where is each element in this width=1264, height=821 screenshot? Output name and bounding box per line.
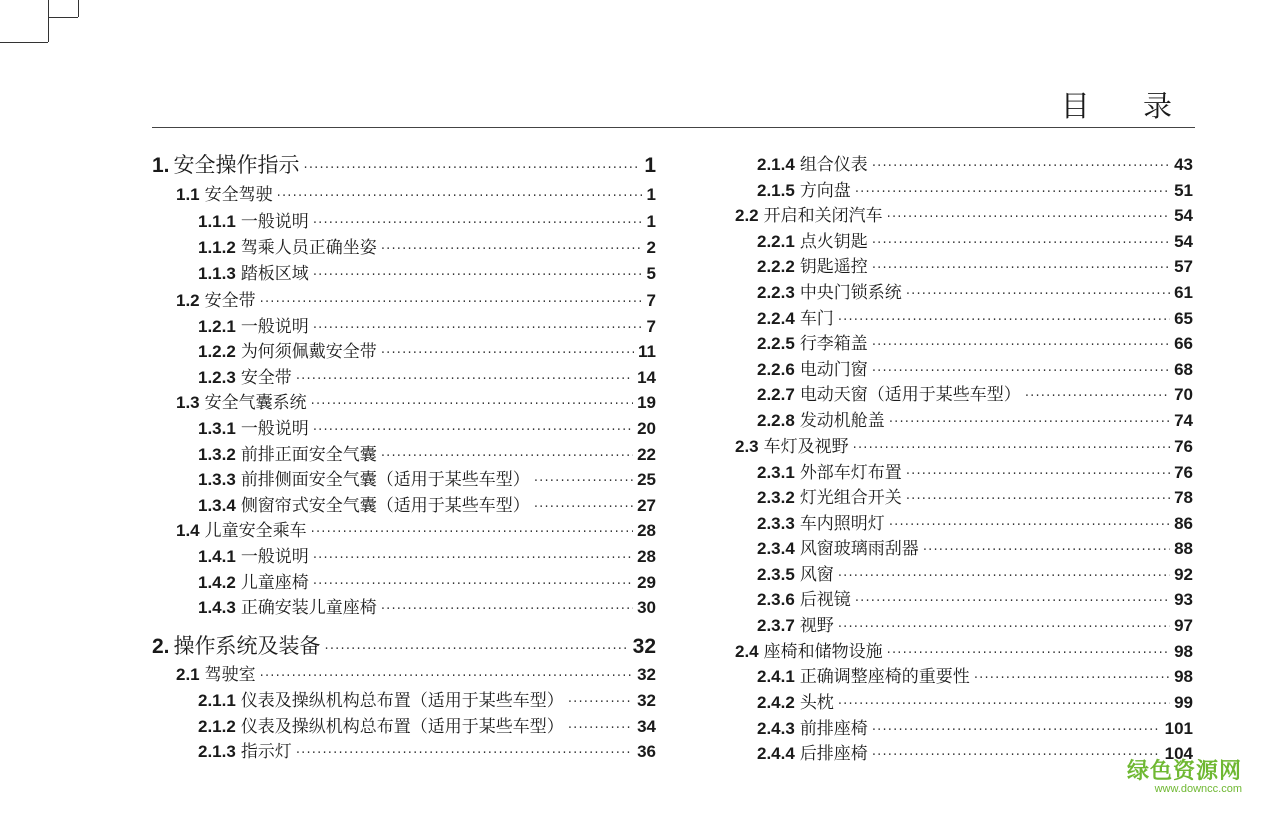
toc-leader-dots bbox=[534, 497, 633, 519]
toc-entry[interactable] bbox=[198, 237, 656, 261]
toc-leader-dots bbox=[872, 233, 1170, 255]
toc-entry-title: 视野 bbox=[799, 616, 834, 636]
toc-leader-dots bbox=[304, 158, 641, 180]
toc-entry-page-number: 7 bbox=[646, 291, 656, 310]
watermark-logo-text: 绿色资源网 bbox=[1126, 759, 1242, 784]
toc-entry-page-number: 36 bbox=[637, 742, 656, 761]
toc-entry[interactable] bbox=[757, 564, 1193, 588]
toc-entry[interactable] bbox=[735, 641, 1193, 665]
toc-entry-number: 2.3.7 bbox=[757, 616, 795, 635]
toc-leader-dots bbox=[381, 446, 633, 468]
toc-entry-number: 2.3.4 bbox=[757, 539, 795, 558]
toc-leader-dots bbox=[906, 489, 1170, 511]
toc-entry[interactable] bbox=[198, 341, 656, 365]
toc-entry[interactable] bbox=[198, 469, 656, 493]
toc-entry-number: 2.1.4 bbox=[757, 155, 795, 174]
toc-leader-dots bbox=[872, 745, 1161, 767]
title-rule bbox=[152, 127, 1195, 128]
crop-mark-horizontal bbox=[0, 42, 48, 43]
toc-entry[interactable] bbox=[757, 538, 1193, 562]
toc-leader-dots bbox=[838, 694, 1170, 716]
toc-entry-page-number: 29 bbox=[637, 573, 656, 592]
toc-leader-dots bbox=[325, 639, 629, 661]
toc-leader-dots bbox=[887, 207, 1170, 229]
toc-entry-title: 一般说明 bbox=[240, 317, 309, 337]
toc-entry-number: 2.1.2 bbox=[198, 717, 236, 736]
toc-entry[interactable] bbox=[176, 184, 656, 208]
toc-entry[interactable] bbox=[198, 546, 656, 570]
toc-entry-number: 2.2.7 bbox=[757, 385, 795, 404]
toc-entry-page-number: 28 bbox=[637, 547, 656, 566]
toc-entry[interactable] bbox=[757, 154, 1193, 178]
toc-entry-page-number: 30 bbox=[637, 598, 656, 617]
toc-entry[interactable] bbox=[176, 290, 656, 314]
toc-entry-number: 1.4 bbox=[176, 521, 200, 540]
toc-entry[interactable] bbox=[757, 333, 1193, 357]
toc-entry-number: 2.3.3 bbox=[757, 514, 795, 533]
toc-entry[interactable] bbox=[757, 282, 1193, 306]
toc-entry-number: 2.4.4 bbox=[757, 744, 795, 763]
toc-entry-number: 2.1.1 bbox=[198, 691, 236, 710]
toc-entry-number: 2.2 bbox=[735, 206, 759, 225]
toc-entry-number: 1.2.1 bbox=[198, 317, 236, 336]
toc-entry-number: 1.1 bbox=[176, 185, 200, 204]
toc-entry[interactable] bbox=[757, 487, 1193, 511]
toc-entry-number: 1. bbox=[152, 154, 170, 177]
toc-entry-page-number: 104 bbox=[1164, 744, 1193, 763]
toc-entry-title: 一般说明 bbox=[240, 547, 309, 567]
toc-entry[interactable] bbox=[198, 211, 656, 235]
toc-entry-title: 一般说明 bbox=[240, 212, 309, 232]
toc-entry-number: 1.1.1 bbox=[198, 212, 236, 231]
toc-entry[interactable] bbox=[757, 692, 1193, 716]
toc-entry-page-number: 27 bbox=[637, 496, 656, 515]
toc-entry[interactable] bbox=[757, 308, 1193, 332]
toc-entry-title: 安全驾驶 bbox=[204, 185, 273, 205]
toc-entry-number: 1.3 bbox=[176, 393, 200, 412]
toc-entry-title: 侧窗帘式安全气囊（适用于某些车型） bbox=[240, 496, 530, 516]
toc-leader-dots bbox=[313, 574, 633, 596]
toc-entry-title: 外部车灯布置 bbox=[799, 463, 902, 483]
toc-entry-number: 1.4.1 bbox=[198, 547, 236, 566]
toc-entry-number: 1.1.3 bbox=[198, 264, 236, 283]
toc-entry[interactable] bbox=[198, 597, 656, 621]
toc-entry-number: 2. bbox=[152, 635, 170, 658]
toc-entry[interactable] bbox=[757, 256, 1193, 280]
toc-entry-number: 2.2.6 bbox=[757, 360, 795, 379]
toc-leader-dots bbox=[313, 318, 643, 340]
toc-entry-number: 2.2.1 bbox=[757, 232, 795, 251]
toc-entry-number: 2.4.2 bbox=[757, 693, 795, 712]
toc-leader-dots bbox=[313, 548, 633, 570]
toc-entry-page-number: 11 bbox=[638, 342, 656, 361]
toc-entry-number: 1.3.4 bbox=[198, 496, 236, 515]
crop-mark-vertical bbox=[48, 0, 49, 42]
toc-entry-title: 电动天窗（适用于某些车型） bbox=[799, 385, 1021, 405]
toc-leader-dots bbox=[855, 182, 1170, 204]
toc-entry-page-number: 97 bbox=[1174, 616, 1193, 635]
toc-entry-page-number: 76 bbox=[1174, 437, 1193, 456]
toc-entry-title: 儿童座椅 bbox=[240, 573, 309, 593]
watermark bbox=[1127, 754, 1242, 795]
toc-entry-title: 方向盘 bbox=[799, 181, 851, 201]
toc-entry-number: 2.3.6 bbox=[757, 590, 795, 609]
toc-entry[interactable] bbox=[198, 690, 656, 714]
toc-leader-dots bbox=[838, 617, 1170, 639]
toc-entry-title: 发动机舱盖 bbox=[799, 411, 885, 431]
toc-entry-title: 车灯及视野 bbox=[763, 437, 849, 457]
toc-entry[interactable] bbox=[735, 436, 1193, 460]
toc-entry-page-number: 19 bbox=[637, 393, 656, 412]
toc-entry-page-number: 98 bbox=[1174, 667, 1193, 686]
toc-entry-number: 2.2.2 bbox=[757, 257, 795, 276]
toc-entry-title: 风窗 bbox=[799, 565, 834, 585]
toc-leader-dots bbox=[311, 522, 633, 544]
toc-entry[interactable] bbox=[757, 462, 1193, 486]
toc-entry[interactable] bbox=[735, 205, 1193, 229]
toc-entry-title: 座椅和储物设施 bbox=[763, 642, 883, 662]
toc-leader-dots bbox=[313, 420, 633, 442]
toc-entry-title: 操作系统及装备 bbox=[173, 634, 321, 658]
crop-mark-vertical-top bbox=[78, 0, 79, 17]
toc-entry-page-number: 1 bbox=[646, 185, 656, 204]
toc-leader-dots bbox=[381, 343, 634, 365]
toc-leader-dots bbox=[381, 599, 633, 621]
toc-entry-page-number: 86 bbox=[1174, 514, 1193, 533]
toc-entry-number: 2.3.5 bbox=[757, 565, 795, 584]
toc-entry-title: 驾驶室 bbox=[204, 665, 256, 685]
toc-entry-page-number: 98 bbox=[1174, 642, 1193, 661]
toc-entry-title: 安全带 bbox=[204, 291, 256, 311]
toc-leader-dots bbox=[381, 239, 643, 261]
toc-leader-dots bbox=[534, 471, 633, 493]
toc-entry-title: 钥匙遥控 bbox=[799, 257, 868, 277]
toc-entry-title: 电动门窗 bbox=[799, 360, 868, 380]
toc-entry-page-number: 54 bbox=[1174, 206, 1193, 225]
toc-leader-dots bbox=[974, 668, 1170, 690]
toc-entry-page-number: 88 bbox=[1174, 539, 1193, 558]
toc-entry-number: 2.3 bbox=[735, 437, 759, 456]
toc-entry-number: 2.1 bbox=[176, 665, 200, 684]
toc-entry-number: 1.3.2 bbox=[198, 445, 236, 464]
toc-entry[interactable] bbox=[757, 666, 1193, 690]
toc-entry[interactable] bbox=[176, 392, 656, 416]
toc-entry-page-number: 93 bbox=[1174, 590, 1193, 609]
toc-entry[interactable] bbox=[757, 384, 1193, 408]
toc-entry-title: 前排正面安全气囊 bbox=[240, 445, 377, 465]
toc-leader-dots bbox=[906, 284, 1170, 306]
toc-leader-dots bbox=[568, 692, 633, 714]
toc-entry[interactable] bbox=[757, 513, 1193, 537]
toc-entry[interactable] bbox=[757, 359, 1193, 383]
toc-entry[interactable] bbox=[198, 263, 656, 287]
toc-entry-title: 为何须佩戴安全带 bbox=[240, 342, 377, 362]
toc-leader-dots bbox=[296, 743, 633, 765]
toc-entry[interactable] bbox=[198, 741, 656, 765]
toc-leader-dots bbox=[311, 394, 633, 416]
toc-entry-title: 正确调整座椅的重要性 bbox=[799, 667, 970, 687]
toc-entry[interactable] bbox=[198, 716, 656, 740]
toc-entry-page-number: 51 bbox=[1174, 181, 1193, 200]
toc-entry-number: 2.1.3 bbox=[198, 742, 236, 761]
toc-entry-page-number: 92 bbox=[1174, 565, 1193, 584]
toc-entry-title: 儿童安全乘车 bbox=[204, 521, 307, 541]
toc-leader-dots bbox=[838, 310, 1170, 332]
toc-entry-number: 2.2.5 bbox=[757, 334, 795, 353]
toc-entry-title: 指示灯 bbox=[240, 742, 292, 762]
toc-entry-title: 仪表及操纵机构总布置（适用于某些车型） bbox=[240, 691, 564, 711]
toc-entry-title: 前排座椅 bbox=[799, 719, 868, 739]
toc-leader-dots bbox=[296, 369, 633, 391]
toc-entry-title: 驾乘人员正确坐姿 bbox=[240, 238, 377, 258]
toc-entry-page-number: 14 bbox=[637, 368, 656, 387]
toc-leader-dots bbox=[872, 720, 1161, 742]
toc-entry-number: 2.4.3 bbox=[757, 719, 795, 738]
toc-entry-title: 头枕 bbox=[799, 693, 834, 713]
toc-entry-page-number: 57 bbox=[1174, 257, 1193, 276]
toc-entry-title: 风窗玻璃雨刮器 bbox=[799, 539, 919, 559]
toc-leader-dots bbox=[568, 718, 633, 740]
toc-entry-page-number: 7 bbox=[646, 317, 656, 336]
toc-entry-title: 组合仪表 bbox=[799, 155, 868, 175]
toc-entry-number: 1.4.2 bbox=[198, 573, 236, 592]
toc-leader-dots bbox=[855, 591, 1170, 613]
toc-entry-page-number: 2 bbox=[646, 238, 656, 257]
toc-entry-title: 正确安装儿童座椅 bbox=[240, 598, 377, 618]
toc-entry-number: 1.1.2 bbox=[198, 238, 236, 257]
toc-entry-page-number: 99 bbox=[1174, 693, 1193, 712]
toc-entry-page-number: 61 bbox=[1174, 283, 1193, 302]
toc-entry-page-number: 78 bbox=[1174, 488, 1193, 507]
toc-entry-number: 2.4.1 bbox=[757, 667, 795, 686]
toc-entry-page-number: 20 bbox=[637, 419, 656, 438]
toc-entry[interactable] bbox=[757, 718, 1193, 742]
toc-entry-title: 后视镜 bbox=[799, 590, 851, 610]
toc-entry-title: 行李箱盖 bbox=[799, 334, 868, 354]
toc-entry-number: 1.3.1 bbox=[198, 419, 236, 438]
toc-entry-number: 1.3.3 bbox=[198, 470, 236, 489]
toc-entry-number: 1.2.3 bbox=[198, 368, 236, 387]
toc-leader-dots bbox=[872, 258, 1170, 280]
toc-entry-number: 1.2 bbox=[176, 291, 200, 310]
toc-leader-dots bbox=[872, 361, 1170, 383]
toc-entry-page-number: 28 bbox=[637, 521, 656, 540]
toc-entry-page-number: 66 bbox=[1174, 334, 1193, 353]
toc-leader-dots bbox=[277, 186, 643, 208]
toc-entry-number: 1.2.2 bbox=[198, 342, 236, 361]
toc-entry[interactable] bbox=[198, 572, 656, 596]
toc-entry-number: 2.1.5 bbox=[757, 181, 795, 200]
toc-entry-page-number: 65 bbox=[1174, 309, 1193, 328]
toc-entry-page-number: 43 bbox=[1174, 155, 1193, 174]
toc-leader-dots bbox=[923, 540, 1170, 562]
toc-leader-dots bbox=[260, 666, 633, 688]
toc-entry[interactable] bbox=[757, 231, 1193, 255]
toc-leader-dots bbox=[838, 566, 1170, 588]
page-title: 目 录 bbox=[1060, 89, 1194, 123]
toc-entry-page-number: 32 bbox=[637, 691, 656, 710]
toc-entry-title: 踏板区域 bbox=[240, 264, 309, 284]
toc-entry-title: 后排座椅 bbox=[799, 744, 868, 764]
toc-entry[interactable] bbox=[198, 444, 656, 468]
toc-leader-dots bbox=[887, 643, 1170, 665]
toc-entry[interactable] bbox=[198, 495, 656, 519]
toc-entry-page-number: 32 bbox=[632, 635, 656, 658]
toc-leader-dots bbox=[853, 438, 1170, 460]
toc-leader-dots bbox=[313, 265, 643, 287]
toc-entry[interactable] bbox=[198, 367, 656, 391]
toc-entry-page-number: 1 bbox=[646, 212, 656, 231]
toc-entry-page-number: 1 bbox=[644, 154, 656, 177]
toc-entry-number: 1.4.3 bbox=[198, 598, 236, 617]
toc-entry-title: 安全带 bbox=[240, 368, 292, 388]
toc-entry-title: 安全气囊系统 bbox=[204, 393, 307, 413]
toc-entry-title: 车内照明灯 bbox=[799, 514, 885, 534]
toc-entry-page-number: 101 bbox=[1164, 719, 1193, 738]
toc-entry-title: 一般说明 bbox=[240, 419, 309, 439]
toc-entry-page-number: 68 bbox=[1174, 360, 1193, 379]
toc-leader-dots bbox=[906, 464, 1170, 486]
toc-entry-number: 2.3.1 bbox=[757, 463, 795, 482]
toc-leader-dots bbox=[260, 292, 643, 314]
toc-entry-page-number: 76 bbox=[1174, 463, 1193, 482]
toc-entry-page-number: 54 bbox=[1174, 232, 1193, 251]
toc-entry[interactable] bbox=[198, 418, 656, 442]
toc-entry-page-number: 34 bbox=[637, 717, 656, 736]
toc-entry-page-number: 70 bbox=[1174, 385, 1193, 404]
toc-entry[interactable] bbox=[757, 589, 1193, 613]
toc-leader-dots bbox=[889, 412, 1170, 434]
watermark-url: www.downcc.com bbox=[1154, 783, 1242, 795]
toc-entry-number: 2.3.2 bbox=[757, 488, 795, 507]
toc-entry[interactable] bbox=[152, 154, 656, 180]
toc-leader-dots bbox=[872, 156, 1170, 178]
toc-entry[interactable] bbox=[198, 316, 656, 340]
toc-entry[interactable] bbox=[757, 410, 1193, 434]
toc-leader-dots bbox=[872, 335, 1170, 357]
toc-entry-number: 2.2.3 bbox=[757, 283, 795, 302]
toc-entry[interactable] bbox=[757, 615, 1193, 639]
toc-entry-page-number: 74 bbox=[1174, 411, 1193, 430]
toc-entry-title: 车门 bbox=[799, 309, 834, 329]
toc-entry[interactable] bbox=[176, 520, 656, 544]
crop-mark-horizontal-top bbox=[48, 17, 78, 18]
toc-entry-title: 安全操作指示 bbox=[173, 153, 300, 177]
toc-leader-dots bbox=[313, 213, 643, 235]
toc-entry-title: 中央门锁系统 bbox=[799, 283, 902, 303]
toc-entry-number: 2.4 bbox=[735, 642, 759, 661]
toc-entry-title: 前排侧面安全气囊（适用于某些车型） bbox=[240, 470, 530, 490]
toc-entry-number: 2.2.4 bbox=[757, 309, 795, 328]
toc-entry[interactable] bbox=[152, 635, 656, 661]
toc-entry-page-number: 22 bbox=[637, 445, 656, 464]
toc-entry[interactable] bbox=[176, 664, 656, 688]
toc-entry-title: 点火钥匙 bbox=[799, 232, 868, 252]
toc-leader-dots bbox=[889, 515, 1170, 537]
toc-entry-page-number: 32 bbox=[637, 665, 656, 684]
toc-entry-number: 2.2.8 bbox=[757, 411, 795, 430]
toc-entry-title: 灯光组合开关 bbox=[799, 488, 902, 508]
toc-leader-dots bbox=[1025, 386, 1170, 408]
toc-entry-title: 开启和关闭汽车 bbox=[763, 206, 883, 226]
toc-entry-page-number: 5 bbox=[646, 264, 656, 283]
toc-entry[interactable] bbox=[757, 180, 1193, 204]
toc-entry-page-number: 25 bbox=[637, 470, 656, 489]
toc-entry-title: 仪表及操纵机构总布置（适用于某些车型） bbox=[240, 717, 564, 737]
